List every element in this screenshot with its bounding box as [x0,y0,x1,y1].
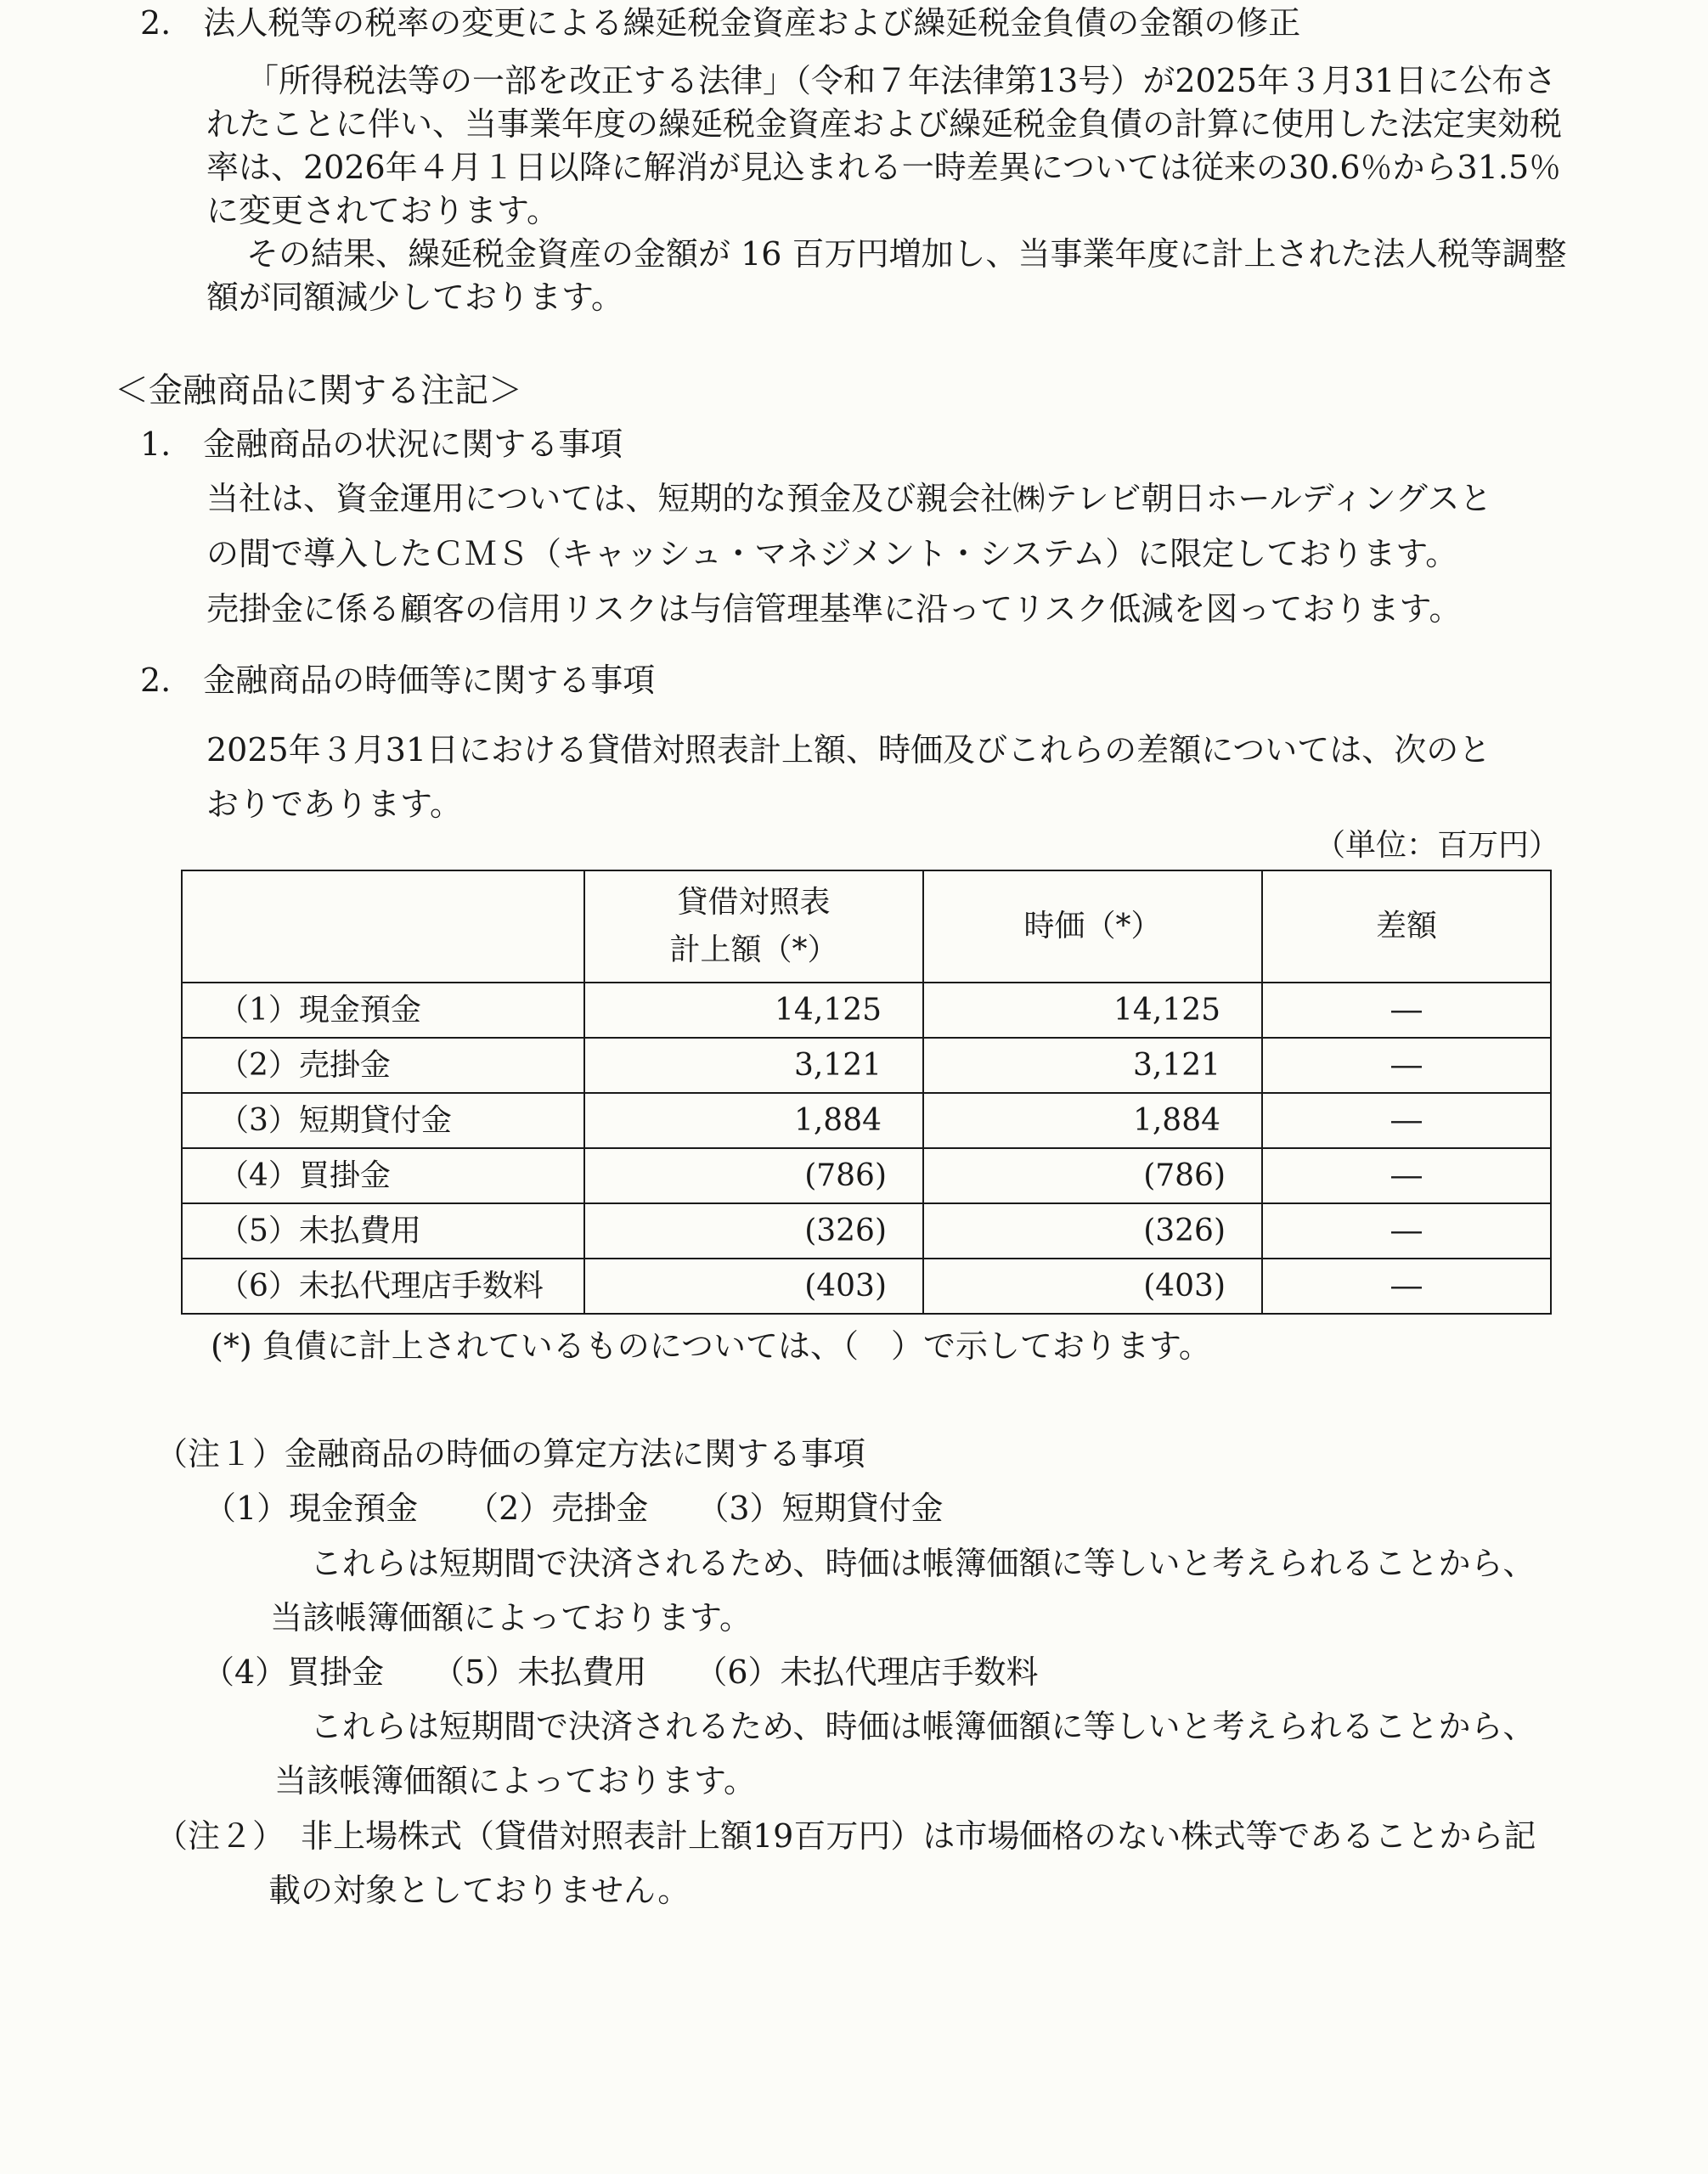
table-header-row [182,870,1551,983]
section-2-line: 2025年３月31日における貸借対照表計上額、時価及びこれらの差額については、次のと [206,731,1491,769]
note-1-text-line: 当該帳簿価額によっております。 [270,1599,752,1636]
note-1-text-line: これらは短期間で決済されるため、時価は帳簿価額に等しいと考えられることから、 [310,1545,1536,1582]
row-book-value: 3,121 [584,1038,923,1093]
header-item-cell [182,870,584,983]
note-1-items-a: （1）現金預金 （2）売掛金 （3）短期貸付金 [204,1490,944,1527]
row-difference: ― [1262,1093,1551,1148]
row-book-value: (326) [584,1203,923,1259]
row-fair-value: (326) [923,1203,1262,1259]
row-difference: ― [1262,1038,1551,1093]
note-2-line: 載の対象としておりません。 [268,1872,691,1909]
row-fair-value: 3,121 [923,1038,1262,1093]
section-1-line: の間で導入したＣＭＳ（キャッシュ・マネジメント・システム）に限定しております。 [206,535,1458,572]
header-difference: 差額 [1262,870,1551,983]
table-row [182,1259,1551,1314]
section-1-heading: 1. 金融商品の状況に関する事項 [140,425,623,463]
tax-paragraph-line: 率は、2026年４月１日以降に解消が見込まれる一時差異については従来の30.6％から31.5％ [206,149,1562,186]
unit-label: （単位：百万円） [1315,828,1560,863]
tax-section-heading: 2. 法人税等の税率の変更による繰延税金資産および繰延税金負債の金額の修正 [140,4,1301,42]
row-book-value: 14,125 [584,983,923,1038]
table-footnote: (*) 負債に計上されているものについては、（ ）で示しております。 [211,1327,1211,1365]
row-fair-value: (786) [923,1148,1262,1203]
note-1-text-line: これらは短期間で決済されるため、時価は帳簿価額に等しいと考えられることから、 [310,1708,1536,1745]
fair-value-table [181,870,1552,1315]
tax-paragraph-line: に変更されております。 [206,192,559,229]
section-2-heading: 2. 金融商品の時価等に関する事項 [140,662,656,699]
row-difference: ― [1262,1148,1551,1203]
note-2-line: （注２） 非上場株式（貸借対照表計上額19百万円）は市場価格のない株式等であることから記 [155,1817,1536,1855]
header-book-value [584,870,923,983]
row-item: （4）買掛金 [182,1148,584,1203]
row-book-value: (403) [584,1259,923,1314]
row-book-value: 1,884 [584,1093,923,1148]
tax-paragraph-line: 「所得税法等の一部を改正する法律」（令和７年法律第13号）が2025年３月31日に公布さ [246,62,1557,99]
tax-paragraph-line: 額が同額減少しております。 [206,279,623,316]
note-1-heading: （注１）金融商品の時価の算定方法に関する事項 [155,1435,866,1473]
row-item: （6）未払代理店手数料 [182,1259,584,1314]
row-item: （5）未払費用 [182,1203,584,1259]
row-item: （3）短期貸付金 [182,1093,584,1148]
section-1-line: 売掛金に係る顧客の信用リスクは与信管理基準に沿ってリスク低減を図っております。 [206,590,1462,628]
table-row [182,1093,1551,1148]
row-difference: ― [1262,1203,1551,1259]
row-difference: ― [1262,1259,1551,1314]
header-book-line2: 計上額（*） [669,932,838,967]
row-book-value: (786) [584,1148,923,1203]
tax-paragraph-line: れたことに伴い、当事業年度の繰延税金資産および繰延税金負債の計算に使用した法定実効税 [206,105,1563,143]
table-row [182,1148,1551,1203]
section-2-line: おりであります。 [206,786,462,823]
financial-instruments-title: ＜金融商品に関する注記＞ [115,371,522,410]
row-fair-value: (403) [923,1259,1262,1314]
header-book-line1: 貸借対照表 [677,885,831,921]
row-fair-value: 1,884 [923,1093,1262,1148]
table-row [182,1038,1551,1093]
tax-paragraph-line: その結果、繰延税金資産の金額が 16 百万円増加し、当事業年度に計上された法人税等調整 [246,235,1567,273]
section-1-line: 当社は、資金運用については、短期的な預金及び親会社㈱テレビ朝日ホールディングスと [206,480,1492,517]
row-item: （1）現金預金 [182,983,584,1038]
note-1-text-line: 当該帳簿価額によっております。 [274,1762,756,1799]
row-fair-value: 14,125 [923,983,1262,1038]
table-row [182,1203,1551,1259]
table-row [182,983,1551,1038]
row-item: （2）売掛金 [182,1038,584,1093]
note-1-items-b: （4）買掛金 （5）未払費用 （6）未払代理店手数料 [202,1653,1039,1691]
header-fair-value: 時価（*） [923,870,1262,983]
row-difference: ― [1262,983,1551,1038]
